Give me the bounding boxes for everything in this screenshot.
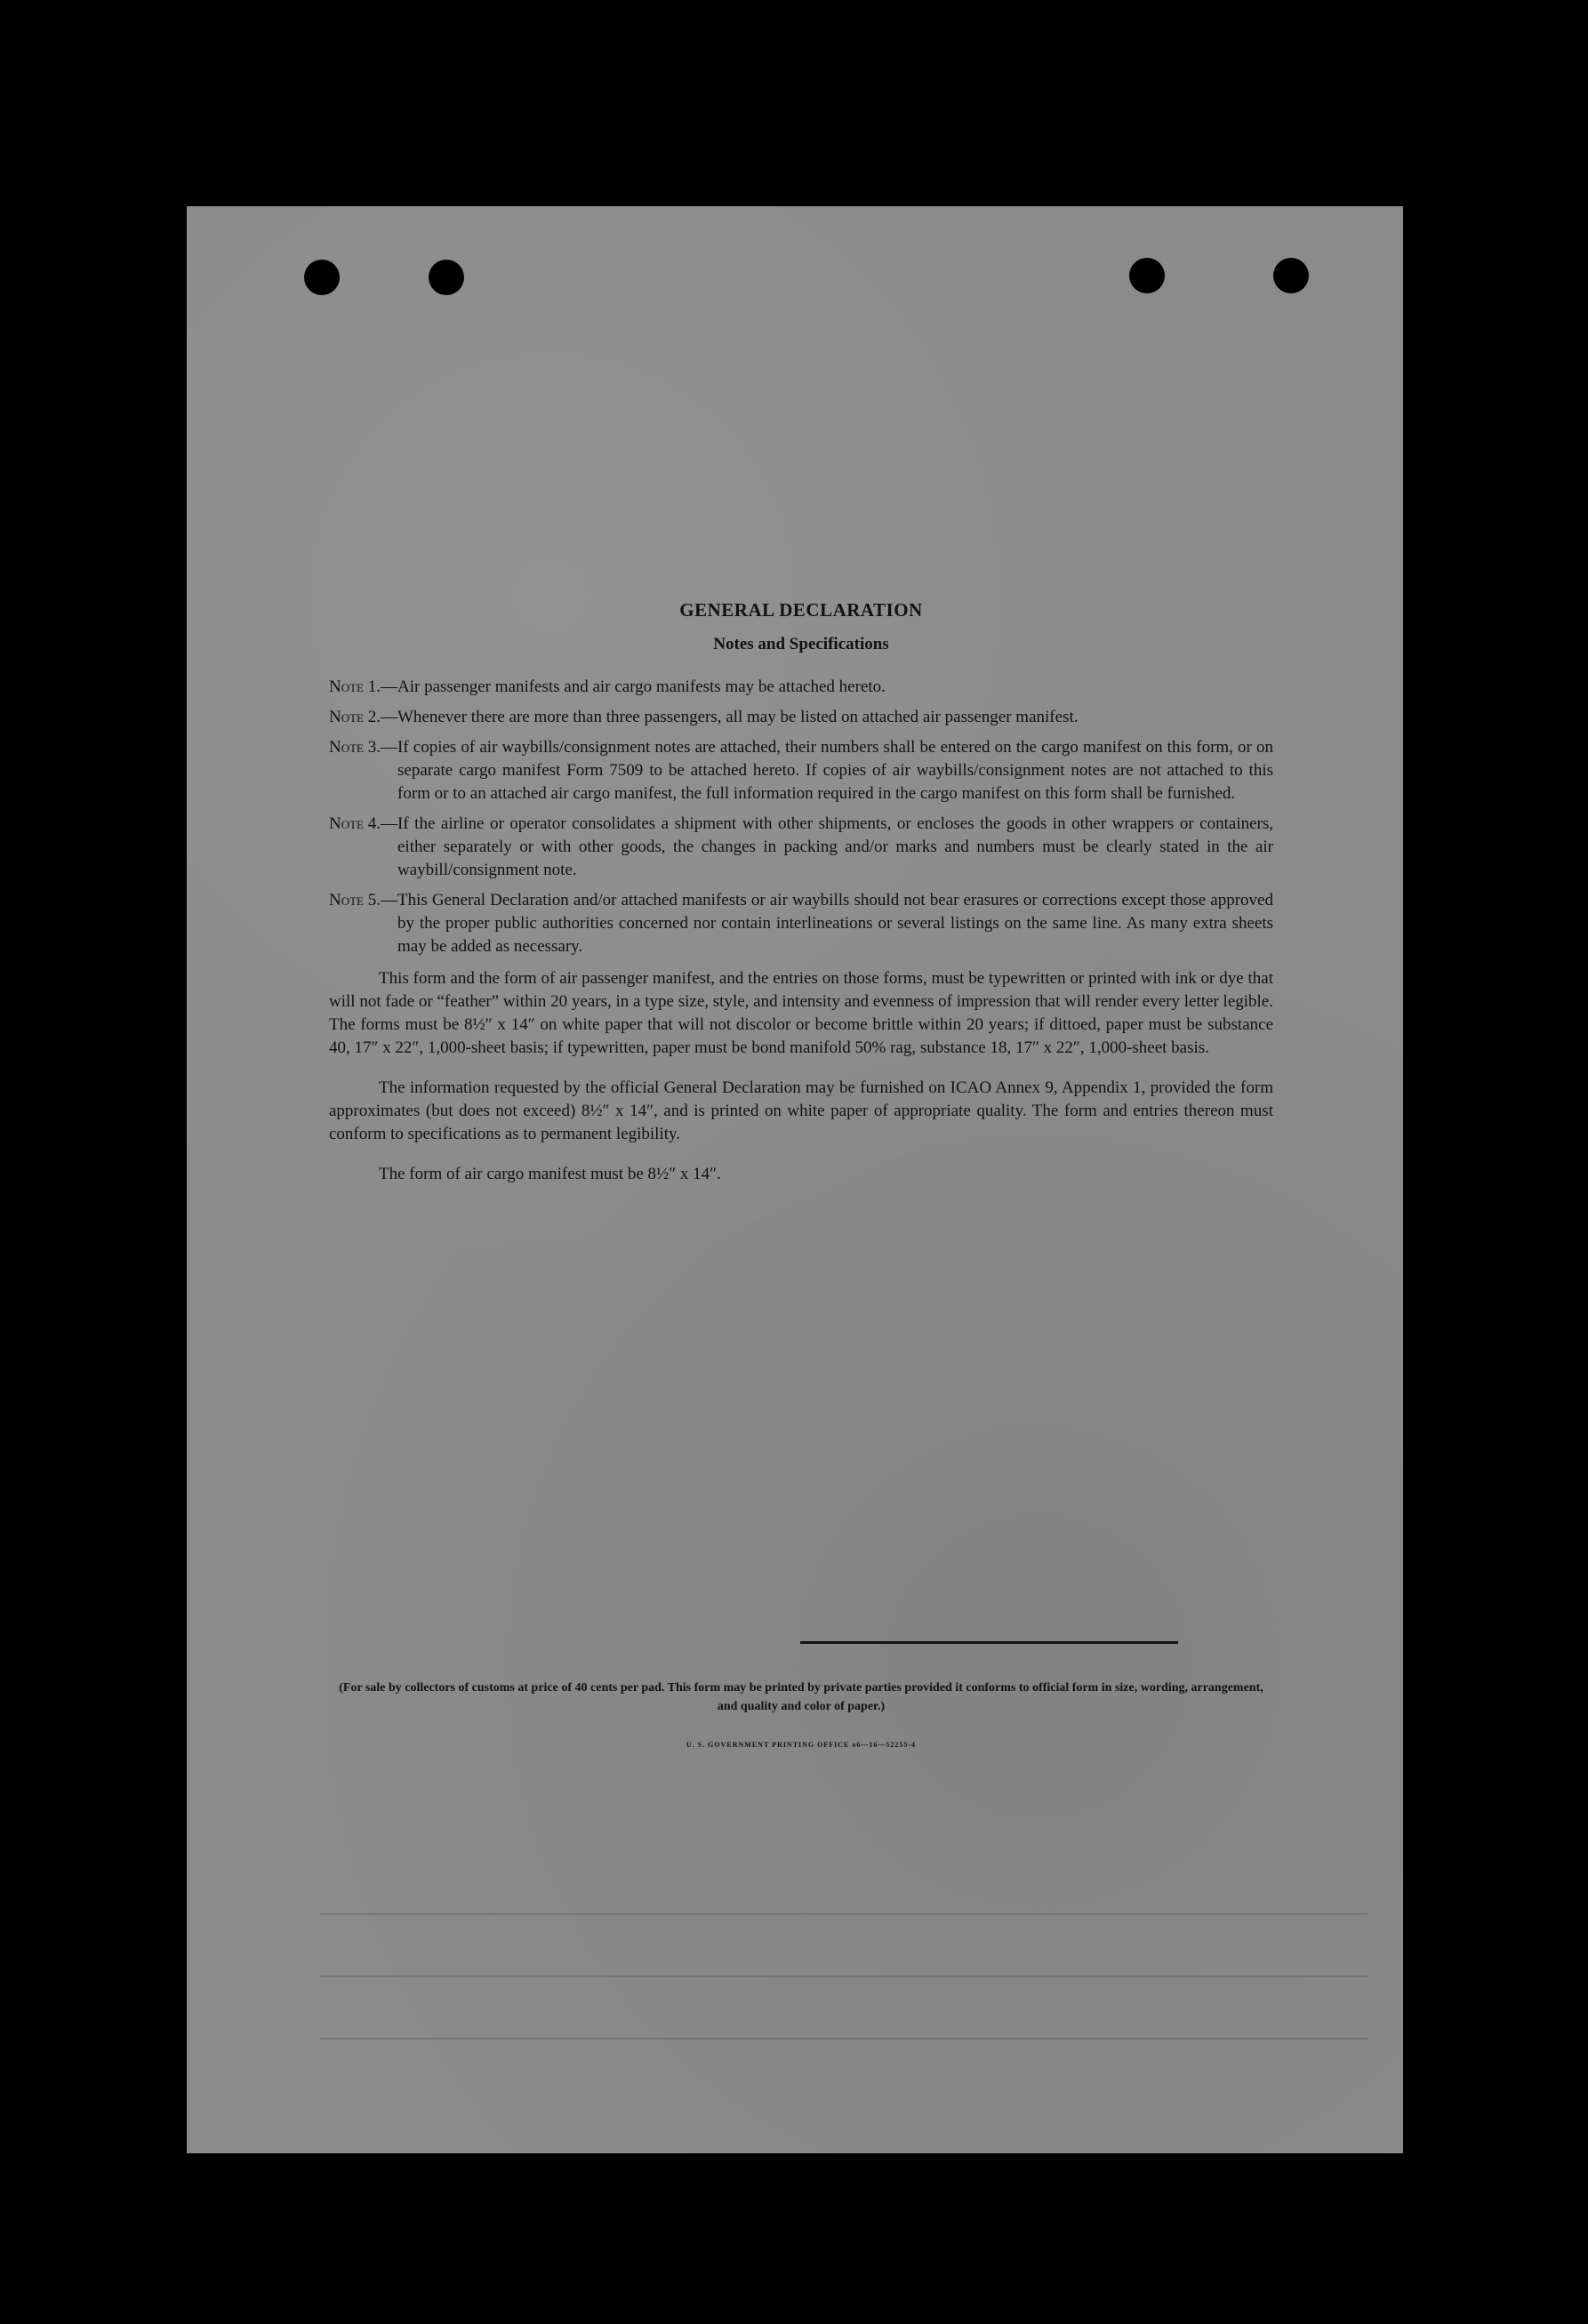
note-text: Whenever there are more than three passengers, all may be listed on attached air passenger manifest. <box>397 708 1079 726</box>
note-1 <box>329 676 1273 699</box>
note-2 <box>329 706 1273 729</box>
declaration-notes <box>329 206 1273 1807</box>
note-label: Note 4.— <box>329 814 397 833</box>
bleed-through-line <box>320 2038 1367 2040</box>
punch-hole <box>1273 258 1309 293</box>
bleed-through-line <box>320 1913 1367 1915</box>
note-text: Air passenger manifests and air cargo manifests may be attached hereto. <box>397 677 886 696</box>
note-label: Note 1.— <box>329 677 397 696</box>
note-text: This General Declaration and/or attached manifests or air waybills should not bear erasures or corrections except those approved by the proper public authorities concerned nor contain interlineations or several listings on the same line. As many extra sheets may be added as necessary. <box>397 891 1273 956</box>
note-text: If the airline or operator consolidates a shipment with other shipments, or encloses the goods in other wrappers or containers, either separately or with other goods, the changes in packing and/or marks and numbers must be clearly stated in the air waybill/consignment note. <box>397 814 1273 879</box>
note-4 <box>329 813 1273 882</box>
note-5 <box>329 889 1273 958</box>
note-label: Note 3.— <box>329 738 397 757</box>
paragraph-icao-annex: The information requested by the official General Declaration may be furnished on ICAO Annex 9, Appendix 1, provided the form approximates (but does not exceed) 8½″ x 14″, and is printed on white paper of appropriate quality. The form and entries thereon must conform to specifications as to permanent legibility. <box>329 1078 1273 1143</box>
printer-imprint: U. S. GOVERNMENT PRINTING OFFICE o6—16—52255-4 <box>686 1741 917 1749</box>
page-subtitle: Notes and Specifications <box>713 635 889 653</box>
page-title: GENERAL DECLARATION <box>679 599 923 621</box>
bleed-through-line <box>320 1975 1367 1977</box>
sale-notice: (For sale by collectors of customs at price of 40 cents per pad. This form may be printed by private parties provided it conforms to official form in size, wording, arrangement, and quality and color of paper.) <box>339 1681 1263 1713</box>
divider-rule <box>800 1641 1178 1644</box>
document-page <box>187 206 1403 2153</box>
notes-section <box>329 676 1273 1203</box>
note-label: Note 2.— <box>329 708 397 726</box>
note-label: Note 5.— <box>329 891 397 910</box>
note-text: If copies of air waybills/consignment notes are attached, their numbers shall be entered on the cargo manifest on this form, or on separate cargo manifest Form 7509 to be attached hereto. If copies of air waybills/consignment notes are not attached to this form or to an attached air cargo manifest, the full information required in the cargo manifest on this form shall be furnished. <box>397 738 1273 803</box>
paragraph-form-requirements: This form and the form of air passenger manifest, and the entries on those forms, must be typewritten or printed with ink or dye that will not fade or “feather” within 20 years, in a type size, style, and intensity and evenness of impression that will render every letter legible. The forms must be 8½″ x 14″ on white paper that will not discolor or become brittle within 20 years; if dittoed, paper must be substance 40, 17″ x 22″, 1,000-sheet basis; if typewritten, paper must be bond manifold 50% rag, substance 18, 17″ x 22″, 1,000-sheet basis. <box>329 969 1273 1057</box>
note-3 <box>329 736 1273 805</box>
paragraph-cargo-manifest-size: The form of air cargo manifest must be 8½″ x 14″. <box>379 1165 721 1183</box>
